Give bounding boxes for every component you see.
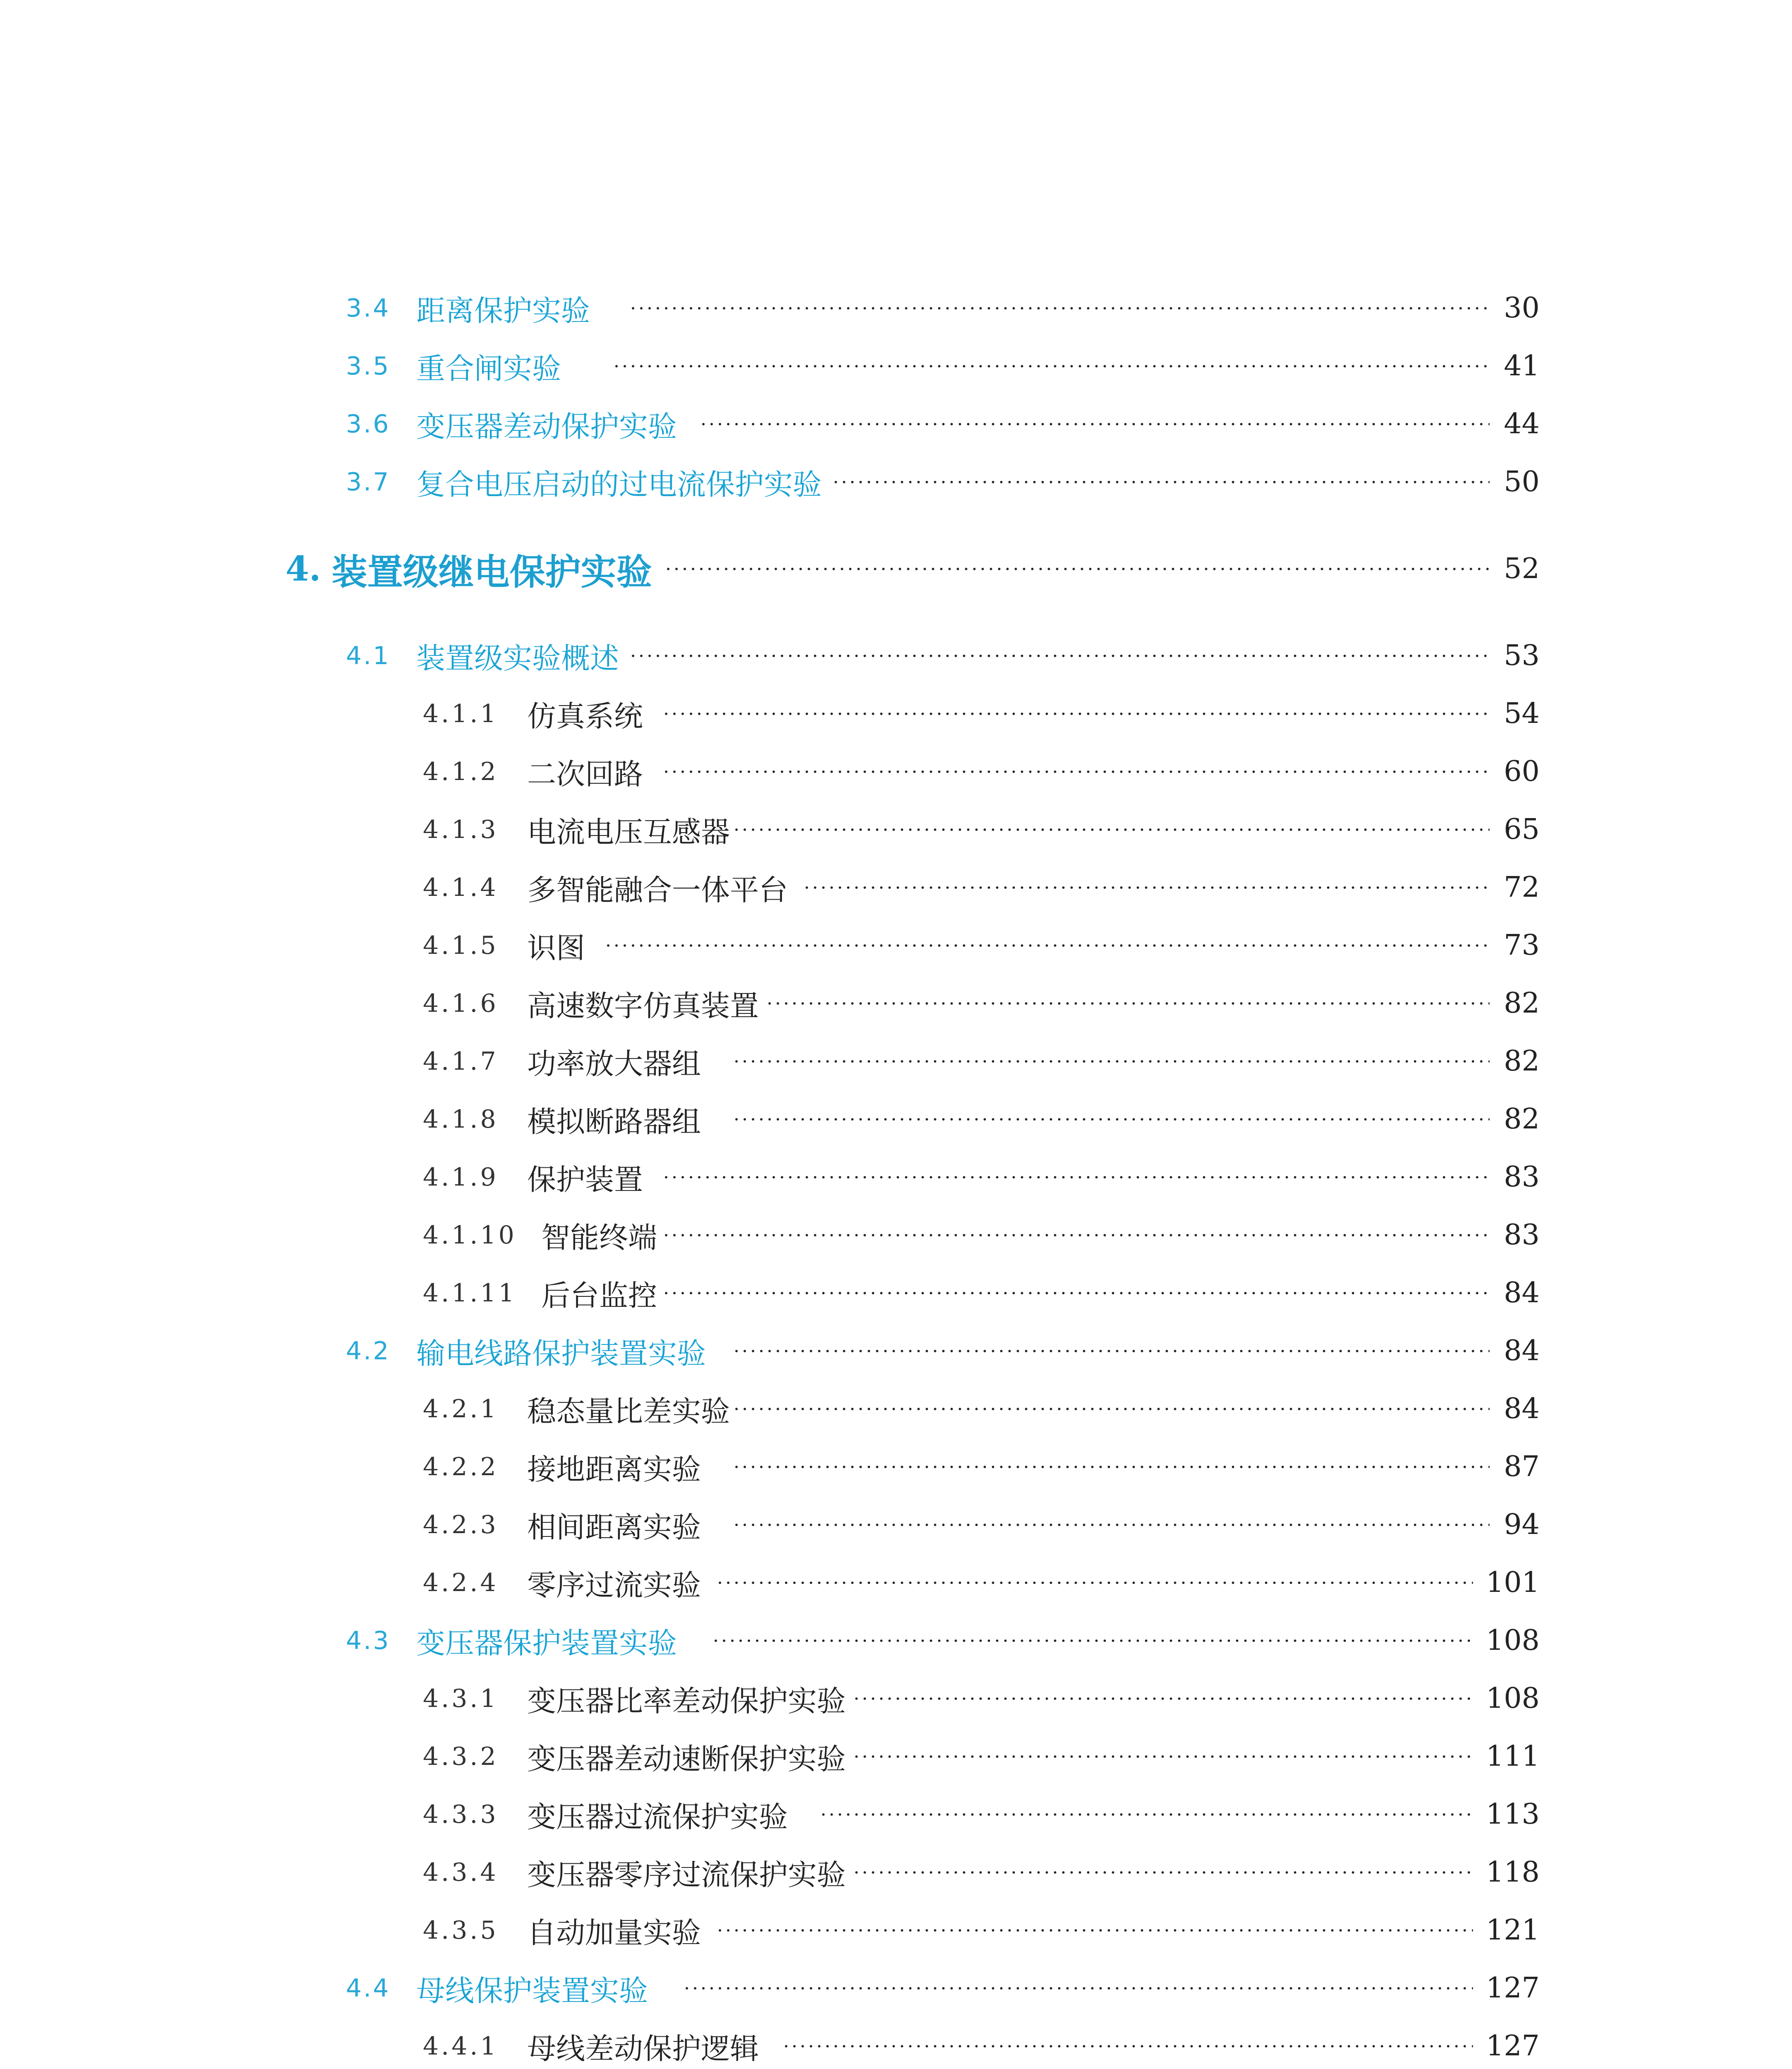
toc-entry[interactable]	[0, 633, 1792, 679]
toc-dot-leader	[732, 1523, 1490, 1527]
toc-page-number: 82	[1504, 987, 1540, 1020]
toc-entry-label	[423, 749, 643, 794]
toc-entry-title: 电流电压互感器	[527, 815, 730, 849]
toc-entry-label	[423, 1908, 701, 1953]
toc-entry[interactable]	[0, 286, 1792, 331]
toc-entry-label	[423, 1212, 657, 1258]
toc-entry-title: 装置级实验概述	[416, 641, 619, 675]
toc-entry[interactable]	[0, 546, 1792, 592]
toc-entry-number: 4.1.6	[423, 989, 499, 1018]
toc-entry-number: 4.	[285, 549, 321, 589]
toc-entry-title: 变压器过流保护实验	[527, 1800, 788, 1834]
toc-page-number: 41	[1504, 350, 1540, 382]
toc-page-number: 84	[1504, 1335, 1540, 1367]
toc-entry[interactable]	[0, 1444, 1792, 1490]
toc-page-number: 50	[1504, 466, 1540, 498]
toc-dot-leader	[732, 1465, 1490, 1469]
toc-page-number: 73	[1504, 929, 1540, 962]
toc-entry-label	[346, 1328, 706, 1374]
toc-page-number: 108	[1486, 1624, 1540, 1657]
toc-entry-number: 4.1.3	[423, 815, 499, 844]
toc-entry-title: 变压器零序过流保护实验	[527, 1858, 846, 1892]
toc-entry[interactable]	[0, 1560, 1792, 1606]
toc-entry-title: 变压器差动速断保护实验	[527, 1742, 846, 1776]
toc-entry-label	[346, 459, 822, 505]
toc-page-number: 94	[1504, 1508, 1540, 1541]
toc-entry-title: 装置级继电保护实验	[331, 552, 652, 593]
toc-entry-number: 4.1.11	[423, 1279, 517, 1308]
toc-dot-leader	[629, 306, 1490, 310]
toc-page-number: 44	[1504, 408, 1540, 440]
toc-dot-leader	[819, 1812, 1473, 1817]
toc-entry-label	[423, 865, 788, 910]
toc-page-number: 84	[1504, 1277, 1540, 1309]
toc-page-number: 72	[1504, 871, 1540, 904]
toc-entry-title: 变压器比率差动保护实验	[527, 1684, 846, 1718]
toc-page-number: 83	[1504, 1219, 1540, 1251]
toc-entry-number: 4.2	[346, 1337, 391, 1366]
toc-dot-leader	[664, 567, 1490, 571]
toc-dot-leader	[732, 1059, 1490, 1063]
toc-entry-label	[423, 807, 730, 852]
toc-dot-leader	[732, 1407, 1490, 1411]
toc-entry-label	[423, 923, 585, 968]
toc-entry[interactable]	[0, 1502, 1792, 1548]
toc-page-number: 127	[1486, 2030, 1540, 2062]
toc-entry[interactable]	[0, 401, 1792, 447]
toc-entry[interactable]	[0, 1386, 1792, 1432]
toc-entry-title: 零序过流实验	[527, 1568, 701, 1602]
toc-dot-leader	[832, 480, 1490, 484]
toc-entry-number: 4.1.8	[423, 1105, 499, 1134]
toc-entry-label	[423, 1792, 788, 1837]
toc-page-number: 118	[1486, 1856, 1540, 1889]
toc-entry-title: 输电线路保护装置实验	[416, 1336, 706, 1371]
toc-dot-leader	[662, 1175, 1490, 1179]
toc-entry-number: 4.1.2	[423, 757, 499, 786]
toc-entry[interactable]	[0, 981, 1792, 1026]
toc-entry-number: 4.1.9	[423, 1163, 499, 1192]
toc-page-number: 84	[1504, 1392, 1540, 1425]
toc-entry-label	[423, 1386, 730, 1432]
toc-entry-title: 自动加量实验	[527, 1915, 701, 1950]
toc-entry-number: 4.1.10	[423, 1221, 517, 1250]
toc-page-number: 113	[1486, 1798, 1540, 1831]
toc-dot-leader	[662, 770, 1490, 774]
toc-entry-title: 二次回路	[527, 757, 643, 791]
toc-entry-title: 重合闸实验	[416, 351, 561, 386]
toc-entry[interactable]	[0, 691, 1792, 737]
toc-entry-title: 功率放大器组	[527, 1047, 701, 1081]
toc-entry[interactable]	[0, 807, 1792, 852]
toc-entry-label	[423, 2023, 759, 2069]
toc-entry[interactable]	[0, 343, 1792, 389]
toc-entry-title: 变压器差动保护实验	[416, 409, 677, 444]
toc-page-number: 83	[1504, 1161, 1540, 1193]
toc-entry-number: 4.3.4	[423, 1858, 499, 1887]
toc-entry-title: 仿真系统	[527, 699, 643, 733]
toc-entry-number: 3.6	[346, 410, 391, 439]
toc-dot-leader	[683, 1986, 1473, 1990]
toc-page-number: 52	[1504, 552, 1540, 585]
toc-entry-title: 母线差动保护逻辑	[527, 2031, 759, 2066]
toc-entry-label	[423, 1097, 701, 1142]
toc-entry-number: 3.7	[346, 468, 391, 497]
toc-entry[interactable]	[0, 1618, 1792, 1663]
toc-entry-number: 4.3.5	[423, 1916, 499, 1945]
toc-entry-number: 4.1.4	[423, 873, 499, 902]
toc-dot-leader	[712, 1639, 1473, 1643]
toc-page-number: 87	[1504, 1450, 1540, 1483]
toc-entry-title: 后台监控	[541, 1278, 657, 1313]
toc-entry-label	[346, 633, 619, 679]
toc-page-number: 54	[1504, 697, 1540, 730]
toc-entry[interactable]	[0, 1908, 1792, 1953]
toc-entry-number: 3.5	[346, 352, 391, 381]
toc-entry-title: 稳态量比差实验	[527, 1394, 730, 1428]
toc-dot-leader	[732, 1349, 1490, 1353]
toc-dot-leader	[852, 1755, 1473, 1759]
toc-entry[interactable]	[0, 865, 1792, 910]
toc-entry[interactable]	[0, 2023, 1792, 2069]
toc-page-number: 121	[1486, 1914, 1540, 1947]
toc-entry-title: 识图	[527, 931, 585, 965]
toc-dot-leader	[852, 1697, 1473, 1701]
toc-dot-leader	[612, 364, 1490, 368]
toc-entry[interactable]	[0, 1155, 1792, 1200]
toc-dot-leader	[716, 1581, 1473, 1585]
toc-entry[interactable]	[0, 1270, 1792, 1316]
toc-entry[interactable]	[0, 1966, 1792, 2011]
toc-entry-title: 复合电压启动的过电流保护实验	[416, 467, 822, 502]
toc-entry-label	[346, 1966, 648, 2011]
toc-entry-title: 保护装置	[527, 1162, 643, 1197]
toc-entry-number: 4.1.5	[423, 931, 499, 960]
toc-dot-leader	[699, 422, 1490, 426]
toc-entry-number: 4.2.1	[423, 1395, 499, 1423]
toc-entry-number: 4.4.1	[423, 2032, 499, 2061]
toc-entry-label	[423, 1734, 846, 1779]
toc-entry-label	[423, 1039, 701, 1084]
toc-entry[interactable]	[0, 1734, 1792, 1779]
toc-entry-title: 高速数字仿真装置	[527, 989, 759, 1023]
toc-entry-title: 相间距离实验	[527, 1510, 701, 1544]
toc-page-number: 82	[1504, 1103, 1540, 1135]
toc-dot-leader	[629, 654, 1490, 658]
toc-dot-leader	[662, 1291, 1490, 1295]
toc-entry-label	[423, 981, 759, 1026]
toc-entry-label	[423, 1270, 657, 1316]
toc-entry-label	[423, 1502, 701, 1548]
toc-entry-label	[346, 401, 677, 447]
toc-entry[interactable]	[0, 1676, 1792, 1721]
toc-dot-leader	[803, 886, 1490, 890]
toc-entry[interactable]	[0, 749, 1792, 794]
toc-entry-label	[423, 1676, 846, 1721]
toc-entry-number: 4.1.7	[423, 1047, 499, 1076]
toc-entry-label	[346, 343, 561, 389]
toc-entry-number: 4.1	[346, 641, 391, 670]
toc-entry-label	[423, 1560, 701, 1606]
toc-entry-label	[423, 1444, 701, 1490]
toc-dot-leader	[732, 1117, 1490, 1121]
toc-entry[interactable]	[0, 923, 1792, 968]
toc-entry-number: 4.3.2	[423, 1742, 499, 1771]
toc-dot-leader	[765, 1001, 1490, 1006]
toc-entry-label	[346, 286, 590, 331]
toc-entry-number: 4.2.2	[423, 1452, 499, 1481]
toc-entry[interactable]	[0, 1850, 1792, 1895]
toc-page-number: 30	[1504, 292, 1540, 324]
toc-entry-number: 4.1.1	[423, 699, 499, 728]
toc-entry-title: 距离保护实验	[416, 293, 590, 328]
toc-dot-leader	[716, 1928, 1473, 1932]
toc-page-number: 127	[1486, 1972, 1540, 2004]
toc-entry[interactable]	[0, 1097, 1792, 1142]
toc-entry-title: 模拟断路器组	[527, 1104, 701, 1139]
toc-entry-number: 4.3.3	[423, 1800, 499, 1829]
toc-dot-leader	[782, 2044, 1473, 2048]
toc-page-number: 101	[1486, 1566, 1540, 1599]
toc-page-number: 108	[1486, 1682, 1540, 1715]
toc-dot-leader	[732, 828, 1490, 832]
toc-entry-number: 4.2.4	[423, 1568, 499, 1597]
toc-entry-title: 多智能融合一体平台	[527, 873, 788, 907]
toc-entry-label	[285, 546, 652, 592]
toc-entry-label	[423, 691, 643, 737]
toc-entry-number: 4.2.3	[423, 1510, 499, 1539]
toc-page-number: 60	[1504, 755, 1540, 788]
toc-entry-number: 4.4	[346, 1974, 391, 2003]
toc-entry-label	[423, 1850, 846, 1895]
toc-page-number: 82	[1504, 1045, 1540, 1078]
toc-entry[interactable]	[0, 1212, 1792, 1258]
toc-page-number: 111	[1486, 1740, 1540, 1773]
toc-page-number: 65	[1504, 813, 1540, 846]
toc-entry-number: 3.4	[346, 294, 391, 323]
toc-entry-number: 4.3	[346, 1626, 391, 1655]
toc-entry[interactable]	[0, 459, 1792, 505]
toc-page-number: 53	[1504, 639, 1540, 672]
toc-dot-leader	[852, 1870, 1473, 1875]
toc-dot-leader	[604, 943, 1490, 948]
toc-entry[interactable]	[0, 1328, 1792, 1374]
toc-dot-leader	[662, 1233, 1490, 1237]
toc-entry-label	[423, 1155, 643, 1200]
toc-entry-title: 接地距离实验	[527, 1452, 701, 1486]
toc-entry-number: 4.3.1	[423, 1684, 499, 1713]
toc-entry-label	[346, 1618, 677, 1663]
toc-dot-leader	[662, 712, 1490, 716]
toc-entry-title: 母线保护装置实验	[416, 1973, 648, 2008]
toc-entry[interactable]	[0, 1792, 1792, 1837]
toc-entry-title: 变压器保护装置实验	[416, 1626, 677, 1660]
toc-entry[interactable]	[0, 1039, 1792, 1084]
toc-entry-title: 智能终端	[541, 1220, 657, 1255]
